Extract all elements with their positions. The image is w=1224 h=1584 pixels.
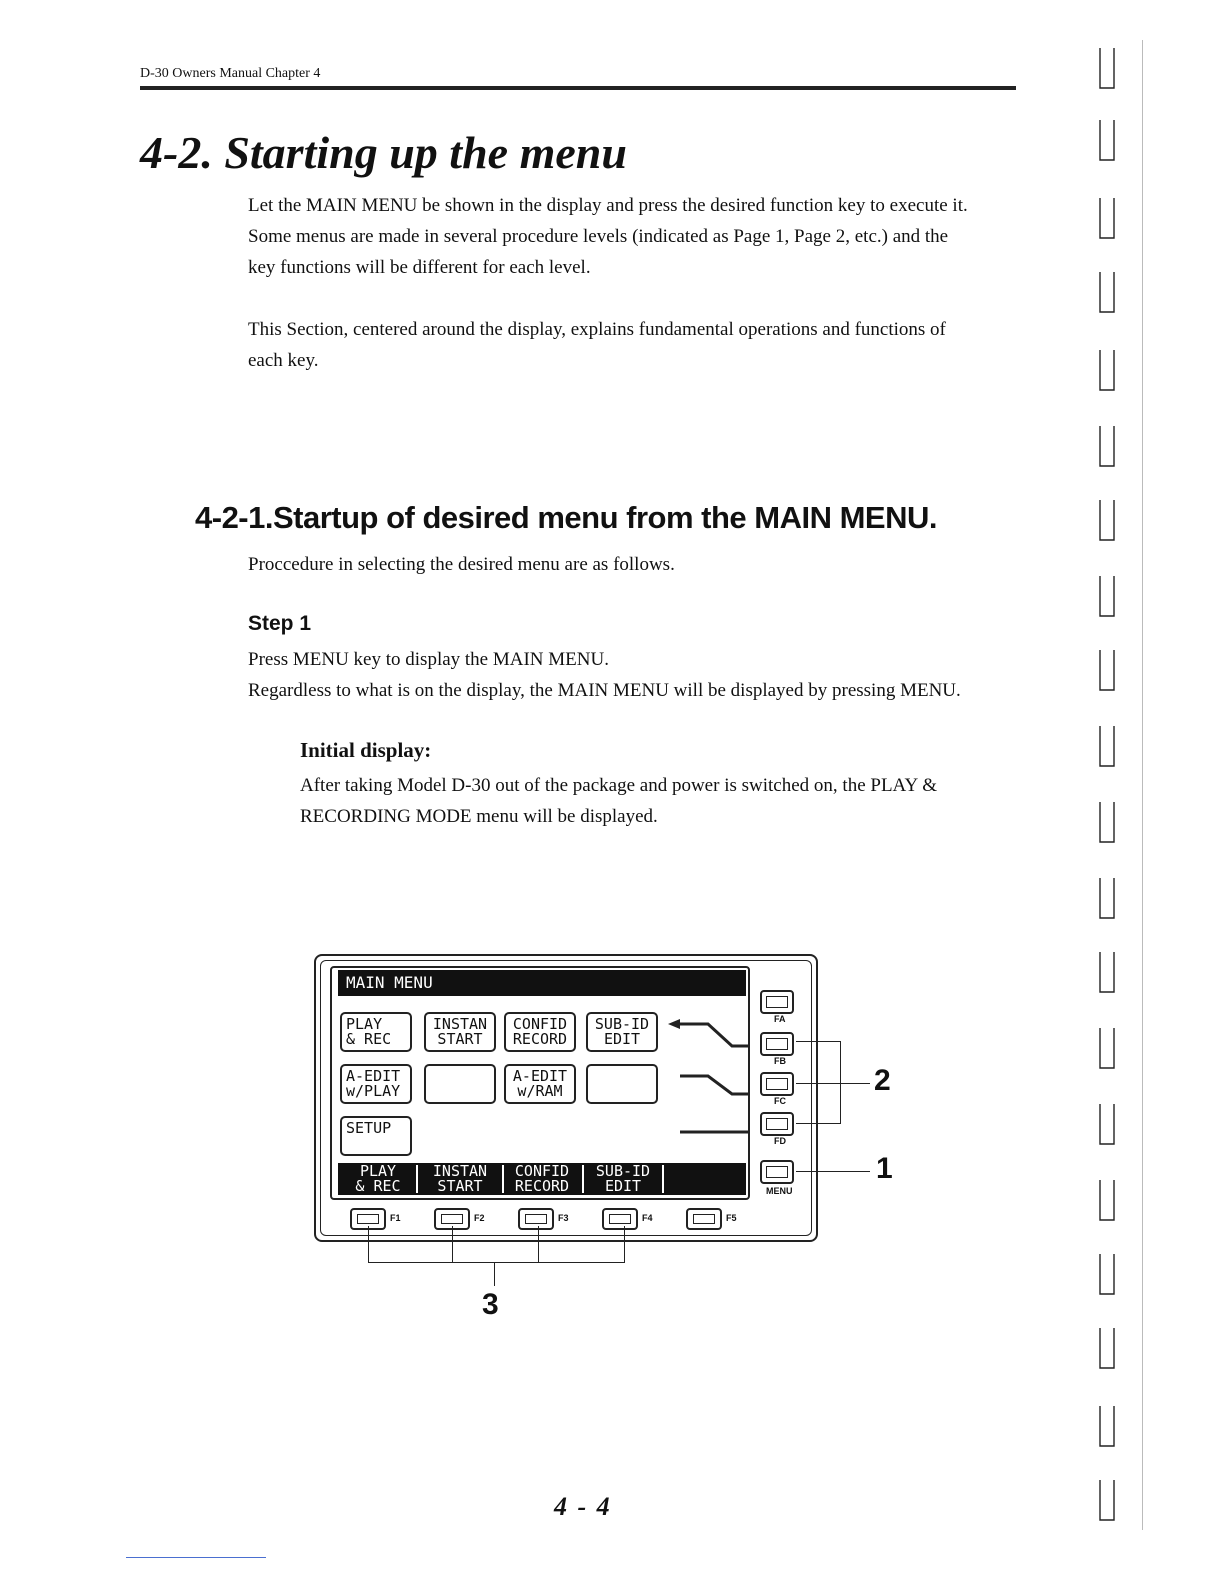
fn-line: SUB-ID — [595, 1162, 651, 1180]
fn-cell-4 — [584, 1164, 662, 1194]
initial-line-1: After taking Model D-30 out of the package and power is switched on, the PLAY & — [300, 775, 938, 796]
row-pointer-lines — [660, 1010, 760, 1140]
binder-holes — [1094, 40, 1124, 1530]
section-line-2: each key. — [248, 350, 319, 371]
section-paragraph — [248, 314, 1028, 376]
callout-1-line — [796, 1171, 870, 1172]
key-f5[interactable] — [686, 1208, 722, 1230]
intro-paragraph — [248, 190, 1028, 283]
btn-line: A-EDIT — [346, 1067, 401, 1085]
btn-line: SETUP — [346, 1119, 392, 1137]
pointer-line-1 — [680, 1024, 748, 1046]
intro-line-3: key functions will be different for each level. — [248, 257, 591, 278]
fn-separator — [416, 1165, 418, 1193]
fn-cell-2 — [420, 1164, 500, 1194]
initial-display-heading: Initial display: — [300, 738, 432, 762]
fn-line: START — [437, 1177, 483, 1195]
btn-line: INSTAN — [432, 1015, 488, 1033]
btn-line: & REC — [346, 1030, 392, 1048]
fn-line: RECORD — [514, 1177, 570, 1195]
callout-2-line-mid — [796, 1083, 870, 1084]
btn-line: EDIT — [603, 1030, 641, 1048]
page-number: 4 - 4 — [554, 1492, 612, 1521]
callout-3-drop-1 — [368, 1226, 369, 1262]
callout-2-bracket — [840, 1041, 841, 1124]
callout-3: 3 — [482, 1288, 499, 1321]
key-f3[interactable] — [518, 1208, 554, 1230]
key-fb[interactable] — [760, 1032, 794, 1056]
subsection-title: 4-2-1.Startup of desired menu from the MAIN MENU. — [195, 500, 937, 535]
bottom-rule — [126, 1557, 266, 1558]
callout-3-drop-2 — [452, 1226, 453, 1262]
btn-line: w/RAM — [517, 1082, 563, 1100]
callout-3-drop-4 — [624, 1226, 625, 1262]
menu-btn-empty-2[interactable] — [586, 1064, 658, 1104]
fn-separator — [662, 1165, 664, 1193]
step-line-1: Press MENU key to display the MAIN MENU. — [248, 649, 609, 670]
btn-line: CONFID — [512, 1015, 568, 1033]
btn-line: SUB-ID — [594, 1015, 650, 1033]
key-menu[interactable] — [760, 1160, 794, 1184]
screen-title: MAIN MENU — [338, 970, 746, 996]
fn-cell-1 — [340, 1164, 416, 1194]
key-f5-label: F5 — [726, 1213, 737, 1223]
key-fb-label: FB — [774, 1056, 786, 1066]
procedure-intro: Proccedure in selecting the desired menu are as follows. — [248, 554, 675, 575]
binder-hole-icons — [1100, 48, 1114, 1520]
callout-2-line-top — [796, 1041, 840, 1042]
callout-2-line-bottom — [796, 1123, 840, 1124]
btn-line: PLAY — [346, 1015, 383, 1033]
fn-line: INSTAN — [432, 1162, 488, 1180]
section-line-1: This Section, centered around the display, explains fundamental operations and functions of — [248, 319, 946, 340]
callout-3-drop-3 — [538, 1226, 539, 1262]
callout-2: 2 — [874, 1064, 891, 1097]
binder-edge-line — [1142, 40, 1143, 1530]
menu-btn-confid-record[interactable] — [504, 1012, 576, 1052]
menu-btn-empty-1[interactable] — [424, 1064, 496, 1104]
step-line-2: Regardless to what is on the display, the MAIN MENU will be displayed by pressing MENU. — [248, 680, 961, 701]
fn-line: PLAY — [359, 1162, 397, 1180]
key-fd-label: FD — [774, 1136, 786, 1146]
key-f1-label: F1 — [390, 1213, 401, 1223]
running-header: D-30 Owners Manual Chapter 4 — [140, 66, 321, 81]
btn-line: A-EDIT — [512, 1067, 568, 1085]
fn-cell-3 — [504, 1164, 580, 1194]
intro-line-2: Some menus are made in several procedure levels (indicated as Page 1, Page 2, etc.) and the — [248, 226, 949, 247]
key-menu-label: MENU — [766, 1186, 793, 1196]
fn-line: & REC — [355, 1177, 401, 1195]
callout-3-stem — [494, 1262, 495, 1286]
fn-line: CONFID — [514, 1162, 570, 1180]
pointer-line-2 — [680, 1076, 748, 1094]
key-fa[interactable] — [760, 990, 794, 1014]
menu-btn-instan-start[interactable] — [424, 1012, 496, 1052]
btn-line: START — [437, 1030, 483, 1048]
header-rule — [140, 86, 1016, 90]
menu-btn-aedit-wram[interactable] — [504, 1064, 576, 1104]
menu-btn-aedit-wplay[interactable] — [340, 1064, 412, 1104]
key-fd[interactable] — [760, 1112, 794, 1136]
callout-3-bar — [368, 1262, 625, 1263]
intro-line-1: Let the MAIN MENU be shown in the display and press the desired function key to execute it. — [248, 195, 968, 216]
initial-display-text — [300, 770, 1020, 832]
key-f3-label: F3 — [558, 1213, 569, 1223]
btn-line: RECORD — [512, 1030, 568, 1048]
menu-btn-setup[interactable] — [340, 1116, 412, 1156]
step-text — [248, 644, 1028, 706]
btn-line: w/PLAY — [346, 1082, 401, 1100]
step-label: Step 1 — [248, 612, 312, 635]
key-fa-label: FA — [774, 1014, 786, 1024]
menu-btn-subid-edit[interactable] — [586, 1012, 658, 1052]
key-f4[interactable] — [602, 1208, 638, 1230]
key-f4-label: F4 — [642, 1213, 653, 1223]
section-title: 4-2. Starting up the menu — [140, 127, 627, 178]
menu-btn-play-rec[interactable] — [340, 1012, 412, 1052]
fn-line: EDIT — [604, 1177, 642, 1195]
key-fc[interactable] — [760, 1072, 794, 1096]
initial-line-2: RECORDING MODE menu will be displayed. — [300, 806, 658, 827]
key-f2-label: F2 — [474, 1213, 485, 1223]
key-fc-label: FC — [774, 1096, 786, 1106]
arrow-head-icon — [668, 1019, 680, 1029]
callout-1: 1 — [876, 1152, 893, 1185]
